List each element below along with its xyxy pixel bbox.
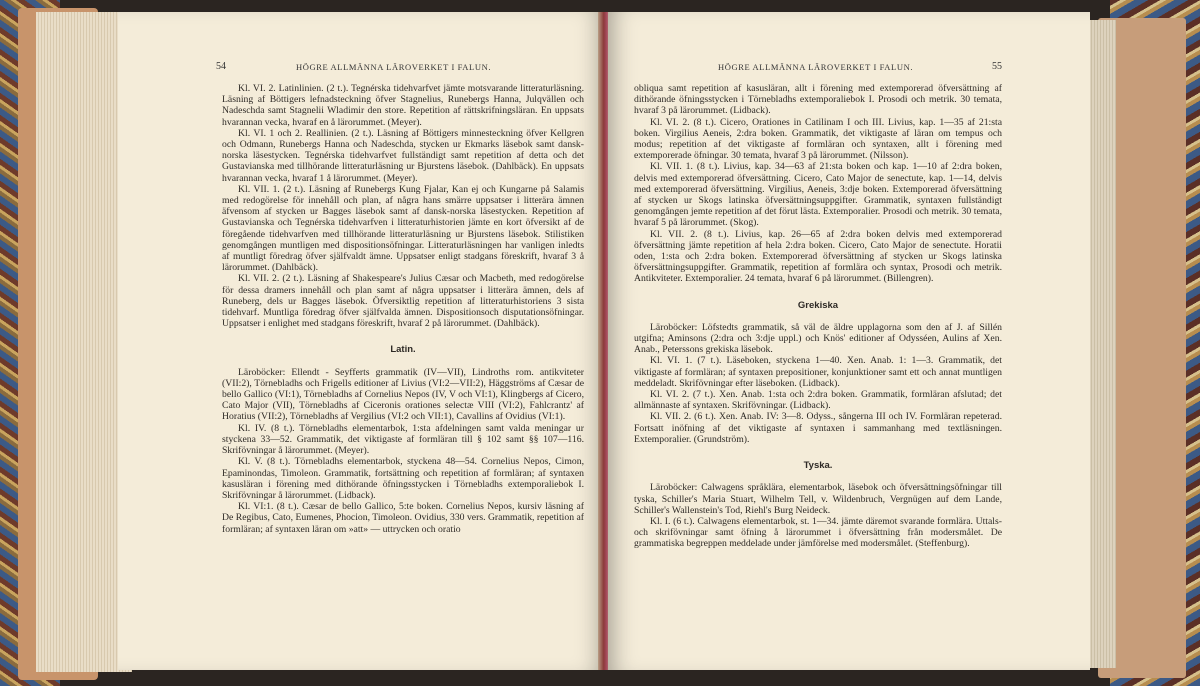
paragraph: Kl. VI:1. (8 t.). Cæsar de bello Gallico, 5:te boken. Cornelius Nepos, kursiv läsning af De Regibus, Cato, Eumenes, Phocion, Timoleon. Ovidius, 330 vers. Grammatik, repetition af formläran; af syntaxen läran om »att» — uttrycken och oratio [222, 501, 584, 535]
paragraph: Kl. VI. 2. (8 t.). Cicero, Orationes in Catilinam I och III. Livius, kap. 1—35 af 21:sta boken. Virgilius Aeneis, 2:dra boken. Grammatik, det viktigaste af läran om tempus och modus; repetition af det viktigaste af formläran och syntaxen, allt i förening med extemporerade öfningar. 30 temata, hvaraf 3 på lärorummet. (Nilsson). [634, 116, 1002, 162]
section-title-latin: Latin. [390, 344, 416, 356]
paragraph: Kl. VI. 2. (7 t.). Xen. Anab. 1:sta och 2:dra boken. Grammatik, formläran afslutad; det allmännaste af syntaxen. Skrifövningar. (Lidback). [634, 389, 1002, 412]
left-page [118, 12, 604, 670]
paragraph: Kl. VII. 1. (8 t.). Livius, kap. 34—63 af 21:sta boken och kap. 1—10 af 2:dra boken, delvis med extemporerad öfversättning. Cicero, Cato Major de senectute, kap. 1—14, delvis med extemporerad öfversättning. Virgilius, Aeneis, 3:dje boken. Extemporerad öfversättning af stycken ur Skogs latinska öfversättningsuppgifter. Grammatik, syntaxen fullständigt genomgången jemte repetition af det förut lästa. Extemporalier. Prosodi och metrik. 30 temata, hvaraf 5 på lärorummet. (Skog). [634, 161, 1002, 229]
paragraph: Läroböcker: Löfstedts grammatik, så väl de äldre upplagorna som den af J. af Sillén utgifna; Aminsons (2:dra och 3:dje uppl.) och Knös' editioner af Odysséen, Aulins af Xen. Anab., Peterssons grekiska läsebok. [634, 321, 1002, 356]
section-title-tyska: Tyska. [803, 460, 833, 472]
right-page [608, 12, 1090, 670]
section-title-grekiska: Grekiska [797, 299, 839, 311]
paragraph: Kl. VII. 2. (2 t.). Läsning af Shakespeare's Julius Cæsar och Macbeth, med redogörelse för dessa dramers innehåll och plan samt af några uppsatser i litterära ämnen, dels af Runeberg, dels ur Bagges läsebok. Öfversiktlig repetition af litteraturhistoriens 3 sista tidehvarf. Muntliga föredrag öfver själfvalda ämnen. Dispositionsoch disputationsöfningar. Uppsatser i enlighet med stadgans föreskrift, hvaraf 2 på lärorummet. (Dahlbäck). [222, 273, 584, 330]
paragraph: Kl. VII. 1. (2 t.). Läsning af Runebergs Kung Fjalar, Kan ej och Kungarne på Salamis med redogörelse för innehåll och plan, af några hans smärre uppsatser i litterära ämnen äfvensom af stycken ur Bagges läsebok samt af dansk-norska läsestycken. Repetition af Gustavianska och Tegnérska tidehvarfven i litteraturhistorien jämte en kort öfversikt af de föregående tidehvarfven med tillhörande litteraturläsning ur Bjurstens läsebok. Stilistiken genomgången muntligen med dispositionsöfningar. Litteraturläsningen har vanligen inledts af muntligt föredrag öfver själfvaldt ämne. Uppsatser enligt stadgans föreskrift, hvaraf 3 å lärorummet. (Dahlbäck). [222, 183, 584, 274]
page-number: 55 [992, 61, 1002, 72]
right-page-text [634, 83, 1002, 550]
left-page-text [222, 83, 584, 535]
paragraph: Kl. VII. 2. (8 t.). Livius, kap. 26—65 af 2:dra boken delvis med extemporerad öfversättning jämte repetition af hela 2:dra boken. Cicero, Cato Major de senectute. Horatii oden, 1:sta och 2:dra boken. Extemporerad öfversättning af stycken ur Skogs latinska öfversättningsuppgifter. Grammatik, repetition af formlära och syntax, Prosodi och metrik. Antikviteter. Extemporalier. 24 temata, hvaraf 6 på lärorummet. (Billengren). [634, 228, 1002, 285]
running-header: HÖGRE ALLMÄNNA LÄROVERKET I FALUN. [718, 62, 914, 72]
paragraph: Läroböcker: Ellendt - Seyfferts grammatik (IV—VII), Lindroths rom. antikviteter (VII:2), Törnebladhs och Frigells editioner af Livius (VI:2—VII:2), Häggströms af Cæsar de bello Gallico (VI:1), Törnebladhs af Cornelius Nepos (IV, V och VI:1), Klingbergs af Cicero, Cato Major (VII), Törnebladhs af Ciceronis orationes selectæ VIII (VI:2), Fahlcrantz' af Horatius (VII:2), Törnebladhs af Vergilius (VI:2 och VII:1), Cavallins af Ovidius (VI:1). [222, 366, 584, 423]
paragraph: Kl. VI. 1. (7 t.). Läseboken, styckena 1—40. Xen. Anab. 1: 1—3. Grammatik, det viktigaste af formläran; af syntaxen prepositioner, konjunktioner samt ett och annat muntligen meddeladt. Skrifövningar efter läseboken. (Lidback). [634, 355, 1002, 389]
paragraph: Kl. VI. 2. Latinlinien. (2 t.). Tegnérska tidehvarfvet jämte motsvarande litteraturläsning. Läsning af Böttigers lefnadsteckning öfver Stagnelius, Runebergs Hanna, Julqvällen och Nadeschda samt Stagnelii Wladimir den store. Repetition af rättskrifningsläran. En uppsats hvarannan vecka, hvaraf en å lärorummet. (Meyer). [222, 83, 584, 128]
paragraph: Kl. VII. 2. (6 t.). Xen. Anab. IV: 3—8. Odyss., sångerna III och IV. Formläran repeterad. Fortsatt inöfning af det viktigaste af syntaxen i sammanhang med textläsningen. Extemporalier. (Grundström). [634, 411, 1002, 445]
running-header: HÖGRE ALLMÄNNA LÄROVERKET I FALUN. [296, 62, 492, 72]
page-stack-right [1086, 20, 1116, 668]
page-number: 54 [216, 61, 226, 72]
paragraph: Kl. V. (8 t.). Törnebladhs elementarbok, styckena 48—54. Cornelius Nepos, Cimon, Epaminondas, Timoleon. Grammatik, fortsättning och repetition af formläran; af syntaxen kasusläran i förening med dithörande öfningsstycken i Törnebladhs extemporaliebok I. Skrifövningar å lärorummet. (Lidback). [222, 456, 584, 501]
paragraph: Kl. I. (6 t.). Calwagens elementarbok, st. 1—34. jämte däremot svarande formlära. Uttals- och skrifövningar samt öfning å lärorummet i öfversättning från modersmålet. De grammatiska begreppen meddelade under jämförelse med modersmålet. (Steffenburg). [634, 515, 1002, 550]
paragraph: Läroböcker: Calwagens språklära, elementarbok, läsebok och öfversättningsöfningar till tyska, Schiller's Maria Stuart, Wilhelm Tell, v. Wildenbruch, Vergnügen auf dem Lande, Schiller's Wallenstein's Tod, Riehl's Burg Neideck. [634, 482, 1002, 516]
paragraph: Kl. IV. (8 t.). Törnebladhs elementarbok, 1:sta afdelningen samt valda meningar ur styckena 33—52. Grammatik, det viktigaste af formläran till § 102 samt §§ 107—116. Skrifövningar å lärorummet. (Meyer). [222, 422, 584, 457]
paragraph: Kl. VI. 1 och 2. Reallinien. (2 t.). Läsning af Böttigers minnesteckning öfver Kellgren och Odmann, Runebergs Hanna och Nadeschda, stycken ur Ekmarks läsebok samt dansk-norska läsestycken. Tegnérska tidehvarfvet fullständigt samt repetition af detta och det Gustavianska med tillhörande litteraturläsning ur Bjurstens läsebok. (Dahlbäck). En uppsats hvarannan vecka, hvaraf 1 å lärorummet. (Meyer). [222, 127, 584, 184]
paragraph: obliqua samt repetition af kasusläran, allt i förening med extemporerad öfversättning af dithörande öfningsstycken i Törnebladhs extemporaliebok I. Prosodi och metrik. 30 temata, hvaraf 3 på lärorummet. (Lidback). [634, 83, 1002, 117]
